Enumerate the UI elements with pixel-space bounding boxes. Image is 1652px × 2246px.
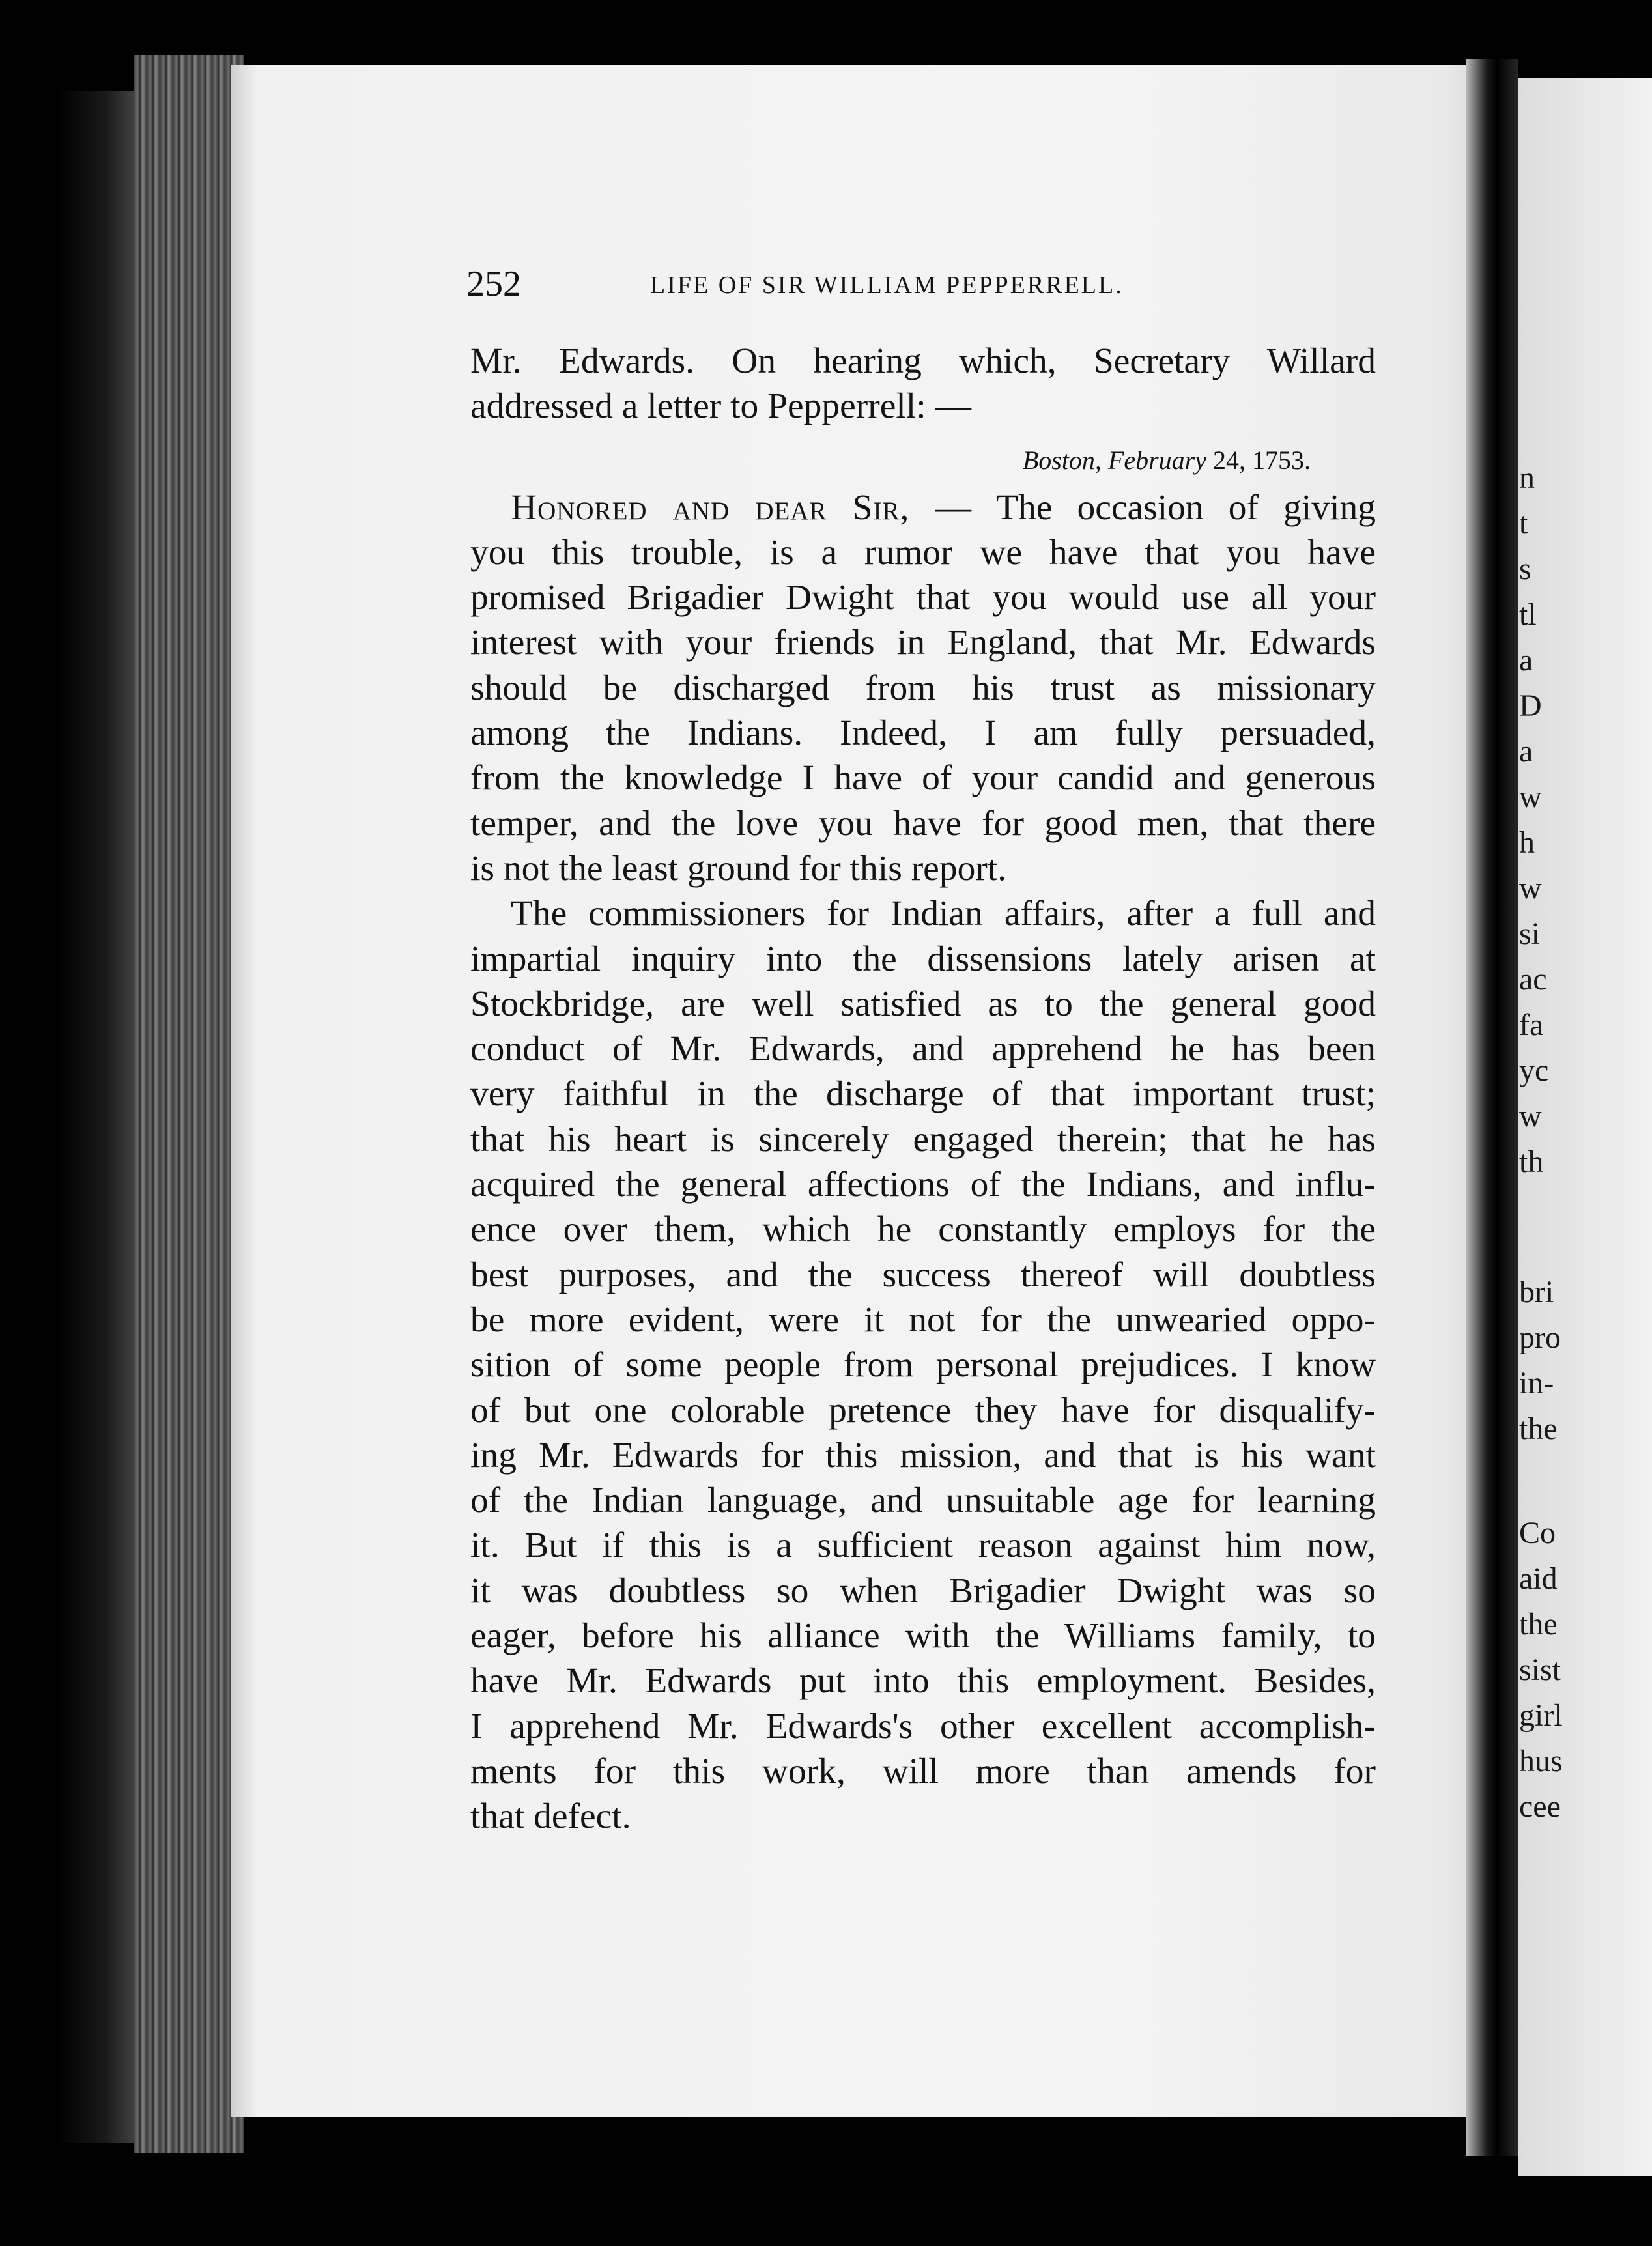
text-line: ments for this work, will more than amends for <box>470 1751 1376 1791</box>
text-line: should be discharged from his trust as missionary <box>470 668 1376 708</box>
facing-page-fragment: si <box>1519 917 1541 951</box>
text-line: that defect. <box>470 1797 631 1837</box>
facing-page-fragment: w <box>1519 1099 1542 1133</box>
text-line: conduct of Mr. Edwards, and apprehend he has been <box>470 1029 1376 1070</box>
text-line: I apprehend Mr. Edwards's other excellent accomplish- <box>470 1706 1376 1746</box>
facing-page-fragment: D <box>1519 689 1542 723</box>
facing-page <box>1518 78 1652 2176</box>
facing-page-fragment: fa <box>1519 1008 1544 1042</box>
text-line: that his heart is sincerely engaged therein; that he has <box>470 1119 1376 1159</box>
text-line: promised Brigadier Dwight that you would use all your <box>470 578 1376 618</box>
text-line: be more evident, were it not for the unwearied oppo- <box>470 1300 1376 1340</box>
page-number: 252 <box>466 264 521 304</box>
text-line: very faithful in the discharge of that important trust; <box>470 1074 1376 1115</box>
text-line <box>470 485 1376 530</box>
dateline-place-month: Boston, February <box>1022 445 1206 475</box>
text-line: interest with your friends in England, that Mr. Edwards <box>470 623 1376 663</box>
facing-page-fragment: aid <box>1519 1561 1558 1596</box>
text-line: addressed a letter to Pepperrell: — <box>470 386 972 427</box>
text-line: is not the least ground for this report. <box>470 848 1007 888</box>
facing-page-fragment: cee <box>1519 1789 1561 1824</box>
facing-page-fragment: ac <box>1519 962 1547 997</box>
letter-salutation: Honored and dear Sir, — <box>511 487 972 528</box>
facing-page-fragment: w <box>1519 871 1542 905</box>
facing-page-fragment: th <box>1519 1144 1544 1179</box>
facing-page-fragment: the <box>1519 1607 1558 1642</box>
text-line: impartial inquiry into the dissensions lately arisen at <box>470 939 1376 979</box>
text-line: of the Indian language, and unsuitable age for learning <box>470 1481 1376 1521</box>
facing-page-fragment: Co <box>1519 1516 1556 1550</box>
text-line: among the Indians. Indeed, I am fully persuaded, <box>470 713 1376 754</box>
facing-page-fragment: s <box>1519 552 1531 586</box>
letter-dateline <box>470 440 1311 481</box>
text-line: best purposes, and the success thereof will doubtless <box>470 1255 1376 1295</box>
facing-page-fragment: h <box>1519 825 1535 860</box>
text-line: Mr. Edwards. On hearing which, Secretary Willard <box>470 341 1376 381</box>
book-gutter <box>1466 59 1518 2156</box>
text-line: have Mr. Edwards put into this employment. Besides, <box>470 1661 1376 1701</box>
running-title: LIFE OF SIR WILLIAM PEPPERRELL. <box>650 272 1124 299</box>
text-line: it was doubtless so when Brigadier Dwight was so <box>470 1571 1376 1611</box>
text-line: of but one colorable pretence they have for disqualify- <box>470 1390 1376 1430</box>
dateline-day-year: 24, 1753. <box>1213 445 1311 475</box>
page-edges <box>134 55 244 2153</box>
text-line: from the knowledge I have of your candid and generous <box>470 758 1376 799</box>
facing-page-fragment: pro <box>1519 1320 1561 1355</box>
facing-page-fragment: a <box>1519 643 1533 677</box>
text-line: you this trouble, is a rumor we have that you have <box>470 532 1376 573</box>
text-line: Stockbridge, are well satisfied as to the general good <box>470 984 1376 1024</box>
text-line: eager, before his alliance with the Williams family, to <box>470 1616 1376 1656</box>
facing-page-fragment: t <box>1519 506 1528 541</box>
facing-page-fragment: bri <box>1519 1275 1554 1309</box>
facing-page-fragment: w <box>1519 780 1542 814</box>
text-line: sition of some people from personal prejudices. I know <box>470 1345 1376 1386</box>
text-line: acquired the general affections of the Indians, and influ- <box>470 1165 1376 1205</box>
facing-page-fragment: in- <box>1519 1366 1554 1400</box>
body-text <box>470 339 1376 1840</box>
text-line: ence over them, which he constantly employs for the <box>470 1210 1376 1250</box>
text-line: ing Mr. Edwards for this mission, and that is his want <box>470 1435 1376 1475</box>
salutation-continuation: The occasion of giving <box>971 487 1376 528</box>
text-line: it. But if this is a sufficient reason against him now, <box>470 1526 1376 1566</box>
text-line: temper, and the love you have for good men, that there <box>470 803 1376 844</box>
facing-page-fragment: tl <box>1519 597 1537 632</box>
running-head <box>466 263 1365 302</box>
facing-page-fragment: a <box>1519 734 1533 769</box>
facing-page-fragment: the <box>1519 1412 1558 1446</box>
text-line: The commissioners for Indian affairs, after a full and <box>511 894 1376 934</box>
facing-page-fragment: girl <box>1519 1698 1563 1733</box>
facing-page-fragment: yc <box>1519 1053 1549 1088</box>
facing-page-fragment: n <box>1519 461 1535 495</box>
book-edge-shadow <box>59 91 137 2143</box>
facing-page-fragment: sist <box>1519 1653 1561 1687</box>
facing-page-fragment: hus <box>1519 1744 1563 1778</box>
